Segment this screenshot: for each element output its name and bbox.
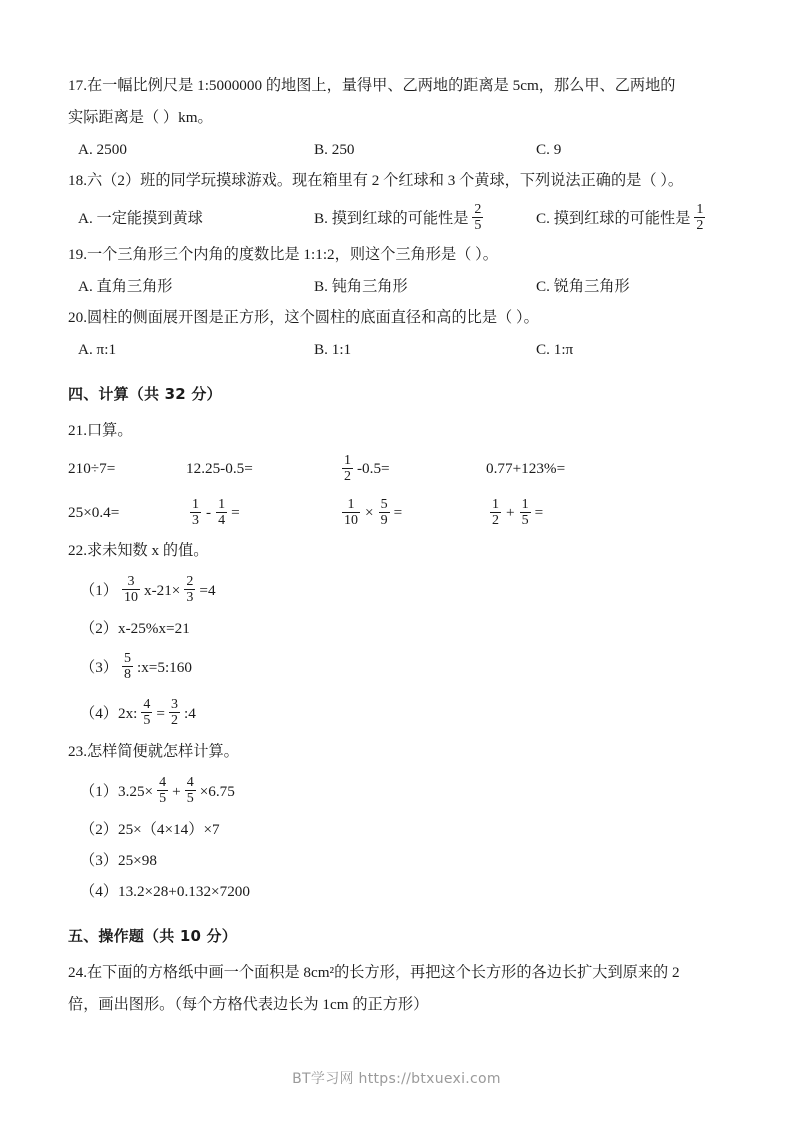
oral-item-3-tail: -0.5= bbox=[357, 460, 390, 477]
fraction-numerator: 1 bbox=[521, 496, 529, 512]
fraction-four-fifths bbox=[141, 697, 152, 728]
fraction-two-thirds bbox=[184, 574, 195, 605]
oral-item-1: 210÷7= bbox=[68, 460, 116, 477]
fraction-numerator: 1 bbox=[192, 496, 199, 512]
question-21-row-2 bbox=[68, 491, 728, 535]
question-23-item-3 bbox=[68, 845, 728, 876]
item-label: （3）25×98 bbox=[80, 852, 157, 869]
fraction-one-fourth bbox=[216, 497, 227, 528]
fraction-numerator: 3 bbox=[170, 696, 178, 712]
question-17 bbox=[68, 70, 728, 165]
fraction-two-fifths bbox=[472, 202, 483, 233]
fraction-one-half bbox=[342, 453, 353, 484]
oral-item-6 bbox=[186, 498, 338, 529]
oral-item-7-tail: = bbox=[393, 504, 403, 521]
oral-item-3 bbox=[338, 454, 486, 485]
question-19-option-a[interactable]: A. 直角三角形 bbox=[78, 278, 173, 295]
question-18-option-c-label: C. 摸到红球的可能性是 bbox=[536, 209, 691, 227]
item-middle: + bbox=[172, 782, 181, 800]
fraction-one-fifth bbox=[520, 497, 531, 528]
fraction-denominator: 5 bbox=[186, 790, 194, 806]
item-label: （1） bbox=[80, 581, 118, 599]
question-18-option-c[interactable] bbox=[536, 203, 728, 234]
item-label: （1）3.25× bbox=[80, 782, 154, 800]
item-tail: :4 bbox=[183, 704, 196, 722]
fraction-denominator: 2 bbox=[344, 468, 351, 484]
question-22-stem: 22.求未知数 x 的值。 bbox=[68, 542, 209, 559]
item-label: （4）13.2×28+0.132×7200 bbox=[80, 883, 250, 900]
question-21 bbox=[68, 415, 728, 535]
fraction-denominator: 2 bbox=[696, 217, 704, 233]
item-label: （2）25×（4×14）×7 bbox=[80, 821, 220, 838]
item-tail: =4 bbox=[199, 581, 216, 599]
item-tail: :x=5:160 bbox=[136, 658, 192, 676]
fraction-denominator: 3 bbox=[192, 512, 199, 528]
question-20-option-b[interactable]: B. 1:1 bbox=[314, 341, 352, 358]
question-20 bbox=[68, 302, 728, 365]
oral-item-7 bbox=[338, 498, 486, 529]
fraction-numerator: 4 bbox=[143, 696, 151, 712]
fraction-four-fifths bbox=[157, 775, 168, 806]
item-text: x-25%x=21 bbox=[117, 620, 190, 637]
oral-item-6-tail: = bbox=[231, 504, 240, 521]
fraction-denominator: 2 bbox=[170, 712, 178, 728]
fraction-denominator: 9 bbox=[380, 512, 388, 528]
fraction-numerator: 1 bbox=[347, 496, 355, 512]
question-18-options bbox=[68, 197, 728, 239]
question-19-options bbox=[68, 271, 728, 302]
fraction-numerator: 2 bbox=[186, 573, 194, 589]
fraction-denominator: 5 bbox=[474, 217, 482, 233]
fraction-numerator: 4 bbox=[159, 774, 167, 790]
page-content bbox=[68, 70, 728, 1021]
question-19-option-c[interactable]: C. 锐角三角形 bbox=[536, 278, 630, 295]
item-label: （4）2x: bbox=[80, 704, 138, 722]
fraction-one-half bbox=[490, 497, 501, 528]
fraction-numerator: 5 bbox=[380, 496, 388, 512]
question-24 bbox=[68, 957, 728, 1020]
question-23-item-2 bbox=[68, 814, 728, 845]
question-19-stem: 19.一个三角形三个内角的度数比是 1:1:2，则这个三角形是（ ）。 bbox=[68, 246, 498, 263]
fraction-numerator: 1 bbox=[344, 452, 351, 468]
oral-item-4: 0.77+123%= bbox=[486, 460, 566, 477]
fraction-denominator: 2 bbox=[492, 512, 499, 528]
oral-item-8-tail: = bbox=[534, 504, 544, 521]
question-18 bbox=[68, 165, 728, 239]
question-17-stem-line2: 实际距离是（ ）km。 bbox=[68, 109, 213, 126]
fraction-denominator: 10 bbox=[123, 589, 138, 605]
fraction-numerator: 2 bbox=[474, 201, 482, 217]
question-22-item-2 bbox=[68, 613, 728, 644]
question-22-item-4 bbox=[68, 690, 728, 736]
operator-times: × bbox=[365, 504, 374, 521]
fraction-numerator: 1 bbox=[492, 496, 499, 512]
fraction-denominator: 5 bbox=[159, 790, 167, 806]
question-17-options bbox=[68, 134, 728, 165]
section-five-heading: 五、操作题（共 10 分） bbox=[68, 927, 237, 945]
footer-watermark: BT学习网 https://btxuexi.com bbox=[292, 1071, 501, 1087]
fraction-denominator: 10 bbox=[344, 512, 358, 528]
item-tail: ×6.75 bbox=[199, 782, 235, 800]
question-18-option-a[interactable]: A. 一定能摸到黄球 bbox=[78, 209, 203, 227]
fraction-five-eighths bbox=[122, 651, 133, 682]
question-20-stem: 20.圆柱的侧面展开图是正方形，这个圆柱的底面直径和高的比是（ ）。 bbox=[68, 309, 539, 326]
question-23-item-4 bbox=[68, 876, 728, 907]
question-24-line1: 24.在下面的方格纸中画一个面积是 8cm²的长方形，再把这个长方形的各边长扩大到原来的 2 bbox=[68, 964, 680, 981]
item-middle: = bbox=[156, 704, 165, 722]
question-18-option-b[interactable] bbox=[314, 203, 536, 234]
question-18-stem: 18.六（2）班的同学玩摸球游戏。现在箱里有 2 个红球和 3 个黄球，下列说法正确的是（ ）。 bbox=[68, 172, 684, 189]
fraction-denominator: 5 bbox=[521, 512, 529, 528]
fraction-three-tenths bbox=[122, 574, 140, 605]
fraction-one-tenth bbox=[342, 497, 360, 528]
question-19-option-b[interactable]: B. 钝角三角形 bbox=[314, 278, 408, 295]
fraction-denominator: 5 bbox=[143, 712, 151, 728]
oral-item-2: 12.25-0.5= bbox=[186, 460, 253, 477]
fraction-numerator: 4 bbox=[186, 774, 194, 790]
fraction-five-ninths bbox=[379, 497, 390, 528]
question-20-option-a[interactable]: A. π:1 bbox=[78, 341, 117, 358]
oral-item-5: 25×0.4= bbox=[68, 504, 120, 521]
fraction-numerator: 1 bbox=[696, 201, 704, 217]
fraction-three-halves bbox=[169, 697, 180, 728]
fraction-one-third bbox=[190, 497, 201, 528]
question-20-option-c[interactable]: C. 1:π bbox=[536, 341, 574, 358]
fraction-four-fifths bbox=[185, 775, 196, 806]
question-18-option-b-label: B. 摸到红球的可能性是 bbox=[314, 209, 469, 227]
fraction-denominator: 3 bbox=[186, 589, 194, 605]
question-17-option-a[interactable]: A. 2500 bbox=[78, 141, 127, 158]
fraction-one-half bbox=[694, 202, 705, 233]
fraction-numerator: 3 bbox=[127, 573, 135, 589]
question-23-item-1 bbox=[68, 768, 728, 814]
item-label: （2） bbox=[80, 620, 118, 637]
fraction-numerator: 5 bbox=[123, 650, 131, 666]
fraction-numerator: 1 bbox=[218, 496, 226, 512]
question-21-row-1 bbox=[68, 447, 728, 491]
operator-minus: - bbox=[206, 504, 212, 521]
question-23-stem: 23.怎样简便就怎样计算。 bbox=[68, 743, 239, 760]
question-23 bbox=[68, 736, 728, 907]
question-17-option-c[interactable]: C. 9 bbox=[536, 141, 562, 158]
oral-item-8 bbox=[486, 498, 728, 529]
question-22-item-3 bbox=[68, 644, 728, 690]
section-four-heading: 四、计算（共 32 分） bbox=[68, 385, 222, 403]
question-17-option-b[interactable]: B. 250 bbox=[314, 141, 355, 158]
item-label: （3） bbox=[80, 658, 118, 676]
operator-plus: + bbox=[506, 504, 515, 521]
item-middle: x-21× bbox=[143, 581, 181, 599]
question-19 bbox=[68, 239, 728, 302]
question-22 bbox=[68, 535, 728, 736]
question-20-options bbox=[68, 334, 728, 365]
question-21-stem: 21.口算。 bbox=[68, 422, 133, 439]
question-17-stem-line1: 17.在一幅比例尺是 1:5000000 的地图上，量得甲、乙两地的距离是 5cm，那么甲、乙两地的 bbox=[68, 77, 676, 94]
fraction-denominator: 8 bbox=[123, 666, 131, 682]
question-22-item-1 bbox=[68, 567, 728, 613]
question-24-line2: 倍，画出图形。（每个方格代表边长为 1cm 的正方形） bbox=[68, 996, 429, 1013]
fraction-denominator: 4 bbox=[218, 512, 226, 528]
